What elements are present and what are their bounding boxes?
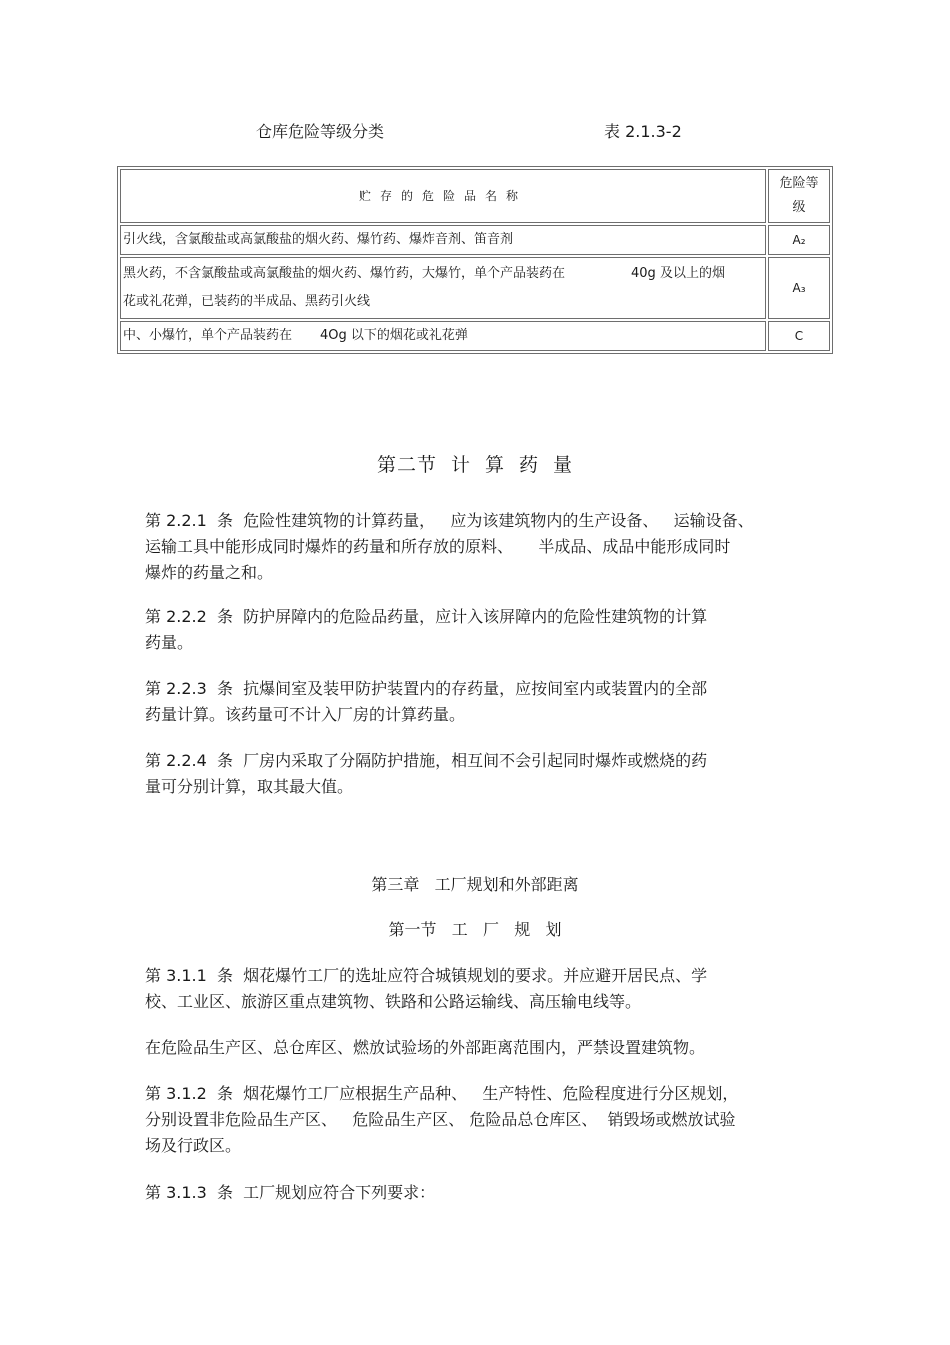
header-level-line2: 级 [792, 200, 806, 215]
section-title-part: 量 [553, 454, 574, 476]
paragraph-3-1-2 [145, 1081, 815, 1159]
paragraph-2-2-1 [145, 508, 815, 586]
paragraph-line: 分别设置非危险品生产区、 危险品生产区、 危险品总仓库区、 销毁场或燃放试验 [145, 1110, 736, 1129]
warehouse-hazard-table [117, 166, 833, 354]
paragraph-line: 第 3.1.2 条 烟花爆竹工厂应根据生产品种、 生产特性、危险程度进行分区规划， [145, 1084, 739, 1103]
paragraph-line: 第 2.2.4 条 厂房内采取了分隔防护措施，相互间不会引起同时爆炸或燃烧的药 [145, 751, 708, 770]
section-title-part: 药 [519, 454, 540, 476]
table-row [120, 321, 830, 351]
paragraph-line: 校、工业区、旅游区重点建筑物、铁路和公路运输线、高压输电线等。 [145, 992, 642, 1011]
row-goods-text-b: 40g 及以上的烟 [631, 266, 725, 281]
paragraph-line: 第 2.2.2 条 防护屏障内的危险品药量，应计入该屏障内的危险性建筑物的计算 [145, 607, 708, 626]
paragraph-line: 药量计算。该药量可不计入厂房的计算药量。 [145, 705, 466, 724]
paragraph-line: 运输工具中能形成同时爆炸的药量和所存放的原料、 半成品、成品中能形成同时 [145, 537, 731, 556]
row-hazard-level: A₃ [768, 257, 830, 319]
row-goods-text-a: 中、小爆竹，单个产品装药在 [123, 328, 293, 343]
section-title-part: 计 [450, 454, 471, 476]
row-goods-name: 引火线，含氯酸盐或高氯酸盐的烟火药、爆竹药、爆炸音剂、笛音剂 [120, 225, 766, 255]
row-hazard-level: C [768, 321, 830, 351]
paragraph-line: 第 2.2.3 条 抗爆间室及装甲防护装置内的存药量，应按间室内或装置内的全部 [145, 679, 708, 698]
header-level-line1: 危险等 [779, 176, 819, 191]
row-hazard-level: A₂ [768, 225, 830, 255]
paragraph-2-2-2 [145, 604, 815, 656]
paragraph-line: 第 3.1.1 条 烟花爆竹工厂的选址应符合城镇规划的要求。并应避开居民点、学 [145, 966, 708, 985]
paragraph-line: 量可分别计算，取其最大值。 [145, 777, 354, 796]
paragraph-line: 爆炸的药量之和。 [145, 563, 274, 582]
paragraph-line: 药量。 [145, 633, 194, 652]
row-goods-text-a: 黑火药，不含氯酸盐或高氯酸盐的烟火药、爆竹药，大爆竹，单个产品装药在 [123, 266, 566, 281]
paragraph-line: 第 3.1.3 条 工厂规划应符合下列要求： [145, 1183, 436, 1202]
paragraph-2-2-3 [145, 676, 815, 728]
table-caption-number: 表 2.1.3-2 [604, 122, 682, 141]
table-row [120, 225, 830, 255]
paragraph-3-1-1 [145, 963, 815, 1015]
paragraph-3-1-1-note [145, 1035, 815, 1061]
table-caption-title: 仓库危险等级分类 [256, 122, 385, 141]
paragraph-line: 场及行政区。 [145, 1136, 242, 1155]
chapter-title: 第三章 工厂规划和外部距离 [371, 875, 579, 894]
section-title-part: 第二节 [376, 454, 437, 476]
row-goods-name [120, 321, 766, 351]
table-row [120, 257, 830, 319]
section-title-factory-planning: 第一节 工 厂 规 划 [388, 920, 562, 939]
table-header-row [120, 169, 830, 223]
paragraph-line: 在危险品生产区、总仓库区、燃放试验场的外部距离范围内，严禁设置建筑物。 [145, 1038, 706, 1057]
header-stored-goods: 贮存的危险品名称 [120, 169, 766, 223]
paragraph-2-2-4 [145, 748, 815, 800]
row-goods-text-c: 花或礼花弹，已装药的半成品、黑药引火线 [123, 294, 371, 309]
row-goods-name [120, 257, 766, 319]
paragraph-line: 第 2.2.1 条 危险性建筑物的计算药量， 应为该建筑物内的生产设备、 运输设备、 [145, 511, 754, 530]
section-title-part: 算 [484, 454, 505, 476]
header-hazard-level [768, 169, 830, 223]
row-goods-text-b: 4Og 以下的烟花或礼花弹 [320, 328, 468, 343]
paragraph-3-1-3 [145, 1180, 815, 1206]
section-title-calculation [0, 450, 950, 477]
